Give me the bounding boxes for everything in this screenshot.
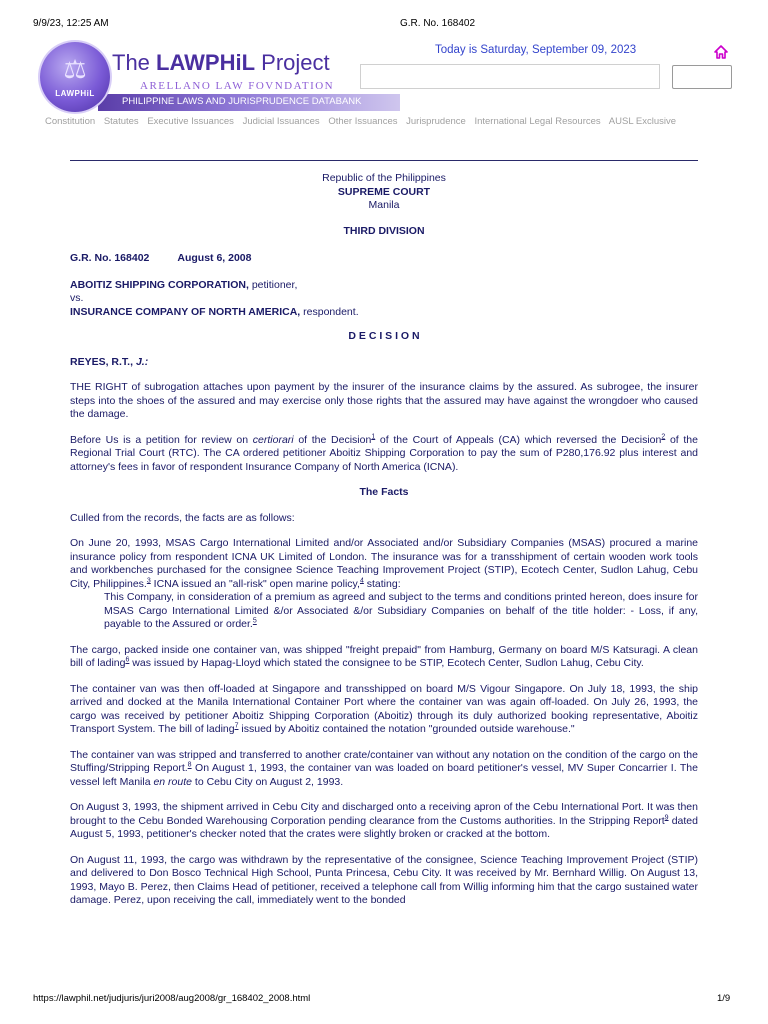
nav-judicial-issuances[interactable]: Judicial Issuances <box>242 116 320 127</box>
republic-line: Republic of the Philippines <box>322 172 446 184</box>
p4-text-c: stating: <box>363 577 401 590</box>
logo-title-suffix: Project <box>255 50 330 75</box>
petitioner-name: ABOITIZ SHIPPING CORPORATION, <box>70 278 249 291</box>
p5-text-b: was issued by Hapag-Lloyd which stated the consignee to be STIP, Ecotech Center, Sudlon Lahug, Cebu City. <box>129 657 644 669</box>
court-city: Manila <box>368 199 400 211</box>
respondent-role: respondent. <box>300 305 359 318</box>
p7-text-b: On August 1, 1993, the container van was loaded on board petitioner's vessel, MV Super Concarrier I. The vessel left Manila <box>70 762 698 788</box>
nav-executive-issuances[interactable]: Executive Issuances <box>147 116 234 127</box>
scales-of-justice-icon <box>40 42 110 112</box>
p2-text-b: of the Decision <box>293 433 372 446</box>
decision-heading: D E C I S I O N <box>348 330 420 342</box>
paragraph-3: Culled from the records, the facts are as follows: <box>70 511 295 524</box>
gr-number: G.R. No. 168402 <box>70 252 150 264</box>
paragraph-5 <box>70 644 698 671</box>
logo-title-brand: LAWPHiL <box>156 50 256 75</box>
facts-heading: The Facts <box>359 486 409 498</box>
ponente <box>70 356 698 370</box>
p4-text-a: On June 20, 1993, MSAS Cargo International Limited and/or Associated and/or Subsidiary Companies (MSAS) procured a marine insurance policy from respondent ICNA UK Limited of London. The insurance was for a transshipment of certain wooden work tools and workbenches purchased for the consignee Science Teaching Improvement Project (STIP), Ecotech Center, Sudlon Lahug, Cebu City, Philippines. <box>70 537 698 590</box>
logo-subtitle: ARELLANO LAW FOVNDATION <box>140 80 335 92</box>
today-date: Today is Saturday, September 09, 2023 <box>435 44 637 56</box>
nav-other-issuances[interactable]: Other Issuances <box>328 116 398 127</box>
logo-title <box>112 50 330 76</box>
respondent-line <box>70 306 698 320</box>
p7-italic: en route <box>153 775 192 788</box>
nav-international-legal-resources[interactable]: International Legal Resources <box>474 116 601 127</box>
nav-ausl-exclusive[interactable]: AUSL Exclusive <box>608 116 677 127</box>
footnote-link-8[interactable]: 8 <box>187 761 192 769</box>
p8-text-b: dated August 5, 1993, petitioner's checker noted that the crates were slightly broken or cracked at the bottom. <box>70 814 698 840</box>
print-footer-url: https://lawphil.net/judjuris/juri2008/aug2008/gr_168402_2008.html <box>33 993 311 1004</box>
court-name: SUPREME COURT <box>337 185 431 198</box>
paragraph-8 <box>70 801 698 842</box>
p6-text-b: issued by Aboitiz contained the notation "grounded outside warehouse." <box>238 723 575 735</box>
search-button[interactable] <box>672 65 732 89</box>
nav-constitution[interactable]: Constitution <box>45 116 96 127</box>
p2-italic: certiorari <box>252 433 294 446</box>
petitioner-line <box>70 279 698 293</box>
p7-text-c: to Cebu City on August 2, 1993. <box>191 775 344 788</box>
paragraph-4 <box>70 537 698 591</box>
logo-circle-text: LAWPHiL <box>55 89 95 98</box>
logo-databank-bar <box>98 94 400 111</box>
footnote-link-4[interactable]: 4 <box>359 577 364 584</box>
quoted-policy <box>104 591 698 632</box>
division-heading: THIRD DIVISION <box>343 224 425 237</box>
p8-text-a: On August 3, 1993, the shipment arrived in Cebu City and discharged onto a receiving apron of the Cebu International Port. It was then brought to the Cebu Bonded Warehousing Corporation pending clearance from the Customs authorities. In the Stripping Report <box>70 801 698 827</box>
header-divider <box>70 160 698 161</box>
versus: vs. <box>70 292 84 304</box>
p6-text-a: The container van was then off-loaded at Singapore and transshipped on board M/S Vigour Singapore. On July 18, 1993, the ship arrived and docked at the Manila International Container Port where the container van was again off-loaded. On July 26, 1993, the cargo was received by petitioner Aboitiz Shipping Corporation (Aboitiz) through its duly authorized booking representative, Aboitiz Transport System. The bill of lading <box>70 682 698 735</box>
nav-jurisprudence[interactable]: Jurisprudence <box>406 116 466 127</box>
p7-text-a: The container van was stripped and transferred to another crate/container van without any notation on the condition of the cargo on the Stuffing/Stripping Report. <box>70 748 698 774</box>
p2-text-c: of the Court of Appeals (CA) which reversed the Decision <box>375 433 662 446</box>
footnote-link-2[interactable]: 2 <box>661 433 666 440</box>
home-icon[interactable] <box>714 45 728 59</box>
scale-glyph: ⚖ <box>63 54 87 84</box>
logo-title-prefix: The <box>112 50 157 75</box>
lawphil-logo[interactable] <box>40 42 360 114</box>
footnote-link-3[interactable]: 3 <box>146 577 151 584</box>
p4-text-b: ICNA issued an "all-risk" open marine policy, <box>150 577 360 590</box>
ponente-name: REYES, R.T., <box>70 355 136 368</box>
footnote-link-1[interactable]: 1 <box>371 433 376 440</box>
footnote-link-9[interactable]: 9 <box>664 814 669 821</box>
paragraph-9: On August 11, 1993, the cargo was withdrawn by the representative of the consignee, Science Teaching Improvement Project (STIP) and delivered to Don Bosco Technical High School, Punta Princesa, Cebu City. It was received by Mr. Bernhard Willig. On August 13, 1993, Mayo B. Perez, then Claims Head of petitioner, received a telephone call from Willig informing him that the cargo sustained water damage. Perez, upon receiving the call, immediately went to the bonded <box>70 853 698 906</box>
print-date: 9/9/23, 12:25 AM <box>33 18 109 29</box>
logo-bar-text: PHILIPPINE LAWS AND JURISPRUDENCE DATABANK <box>122 96 362 107</box>
paragraph-1: THE RIGHT of subrogation attaches upon payment by the insurer of the insurance claims by the assured. As subrogee, the insurer steps into the shoes of the assured and may exercise only those rights that the assured may have against the wrongdoer who caused the damage. <box>70 381 698 420</box>
p2-text-d: of the Regional Trial Court (RTC). The CA ordered petitioner Aboitiz Shipping Corporation to pay the sum of P280,176.92 plus interest and attorney's fees in favor of respondent Insurance Company of North America (ICNA). <box>70 433 698 473</box>
gr-date: August 6, 2008 <box>177 252 252 264</box>
main-nav <box>45 116 682 127</box>
search-input[interactable] <box>360 64 660 89</box>
paragraph-2 <box>70 434 698 475</box>
respondent-name: INSURANCE COMPANY OF NORTH AMERICA, <box>70 305 301 318</box>
footnote-link-5[interactable]: 5 <box>252 617 257 625</box>
decision-document <box>70 172 698 908</box>
p5-text-a: The cargo, packed inside one container van, was shipped "freight prepaid" from Hamburg, Germany on board M/S Katsuragi. A clean bill of lading <box>70 643 698 669</box>
petitioner-role: petitioner, <box>248 278 298 291</box>
paragraph-6 <box>70 683 698 737</box>
quote-text: This Company, in consideration of a premium as agreed and subject to the terms and conditions printed hereon, does insure for MSAS Cargo International Limited &/or Associated &/or Subsidiary Companies on behalf of the title holder: - Loss, if any, payable to the Assured or order. <box>104 591 698 630</box>
footnote-link-7[interactable]: 7 <box>234 722 239 730</box>
case-number-line <box>70 252 698 266</box>
footnote-link-6[interactable]: 6 <box>125 656 130 664</box>
nav-statutes[interactable]: Statutes <box>103 116 139 127</box>
paragraph-7 <box>70 749 698 790</box>
print-page-number: 1/9 <box>717 993 731 1004</box>
p2-text-a: Before Us is a petition for review on <box>70 433 253 446</box>
ponente-title: J.: <box>135 355 149 368</box>
print-title: G.R. No. 168402 <box>400 18 476 29</box>
